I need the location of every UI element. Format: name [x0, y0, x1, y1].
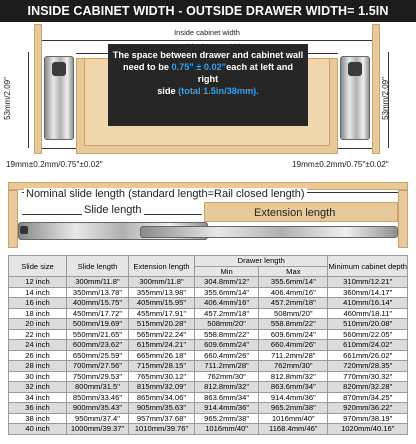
table-row — [9, 382, 408, 393]
table-cell: 16 inch — [9, 298, 67, 309]
cabinet-right-wall — [372, 24, 380, 154]
table-cell: 355mm/13.98" — [129, 287, 195, 298]
table-cell: 660.4mm/26" — [195, 350, 259, 361]
table-row — [9, 329, 408, 340]
nominal-length-label: Nominal slide length (standard length=Rail closed length) — [26, 188, 305, 200]
table-cell: 360mm/14.17" — [328, 287, 408, 298]
table-row — [9, 287, 408, 298]
table-cell: 34 inch — [9, 392, 67, 403]
table-cell: 36 inch — [9, 403, 67, 414]
table-cell: 38 inch — [9, 413, 67, 424]
cabinet-left-wall — [34, 24, 42, 154]
table-cell: 355.6mm/14" — [259, 277, 328, 288]
inside-width-line — [42, 40, 372, 41]
table-cell: 460mm/18.11" — [328, 308, 408, 319]
table-row — [9, 361, 408, 372]
table-cell: 914.4mm/36" — [259, 392, 328, 403]
table-cell: 28 inch — [9, 361, 67, 372]
col-slide-size: Slide size — [9, 256, 67, 277]
table-cell: 40 inch — [9, 424, 67, 435]
table-cell: 600mm/23.62" — [67, 340, 129, 351]
table-cell: 1000mm/39.37" — [67, 424, 129, 435]
table-cell: 455mm/17.91" — [129, 308, 195, 319]
table-cell: 650mm/25.59" — [67, 350, 129, 361]
table-cell: 815mm/32.09" — [129, 382, 195, 393]
table-cell: 870mm/34.25" — [328, 392, 408, 403]
table-cell: 350mm/13.78" — [67, 287, 129, 298]
table-cell: 508mm/20" — [195, 319, 259, 330]
table-cell: 560mm/22.05" — [328, 329, 408, 340]
table-cell: 26 inch — [9, 350, 67, 361]
table-cell: 863.6mm/34" — [195, 392, 259, 403]
table-cell: 508mm/20" — [259, 308, 328, 319]
table-cell: 800mm/31.5" — [67, 382, 129, 393]
col-drawer-max: Max — [259, 266, 328, 277]
header-title: INSIDE CABINET WIDTH - OUTSIDE DRAWER WIDTH= 1.5IN — [0, 0, 416, 22]
table-cell: 609.6mm/24" — [259, 329, 328, 340]
table-cell: 812.8mm/32" — [259, 371, 328, 382]
table-cell: 565mm/22.24" — [129, 329, 195, 340]
table-cell: 32 inch — [9, 382, 67, 393]
table-cell: 715mm/28.15" — [129, 361, 195, 372]
slide-length-label: Slide length — [84, 204, 142, 216]
table-cell: 450mm/17.72" — [67, 308, 129, 319]
table-cell: 300mm/11.8" — [129, 277, 195, 288]
slide-diagram — [0, 182, 416, 252]
table-cell: 812.8mm/32" — [195, 382, 259, 393]
table-cell: 355.6mm/14" — [195, 287, 259, 298]
table-cell: 865mm/34.06" — [129, 392, 195, 403]
table-cell: 550mm/21.65" — [67, 329, 129, 340]
table-cell: 12 inch — [9, 277, 67, 288]
table-cell: 965.2mm/38" — [259, 403, 328, 414]
table-row — [9, 392, 408, 403]
info-banner-text: The space between drawer and cabinet wall need to be 0.75" ± 0.02"each at left and right side (total 1.5in/38mm). — [112, 50, 304, 96]
table-cell: 1020mm/40.16" — [328, 424, 408, 435]
left-post — [8, 190, 18, 248]
inside-cabinet-width-label: Inside cabinet width — [150, 28, 264, 37]
table-cell: 970mm/38.19" — [328, 413, 408, 424]
table-cell: 957mm/37.68" — [129, 413, 195, 424]
table-cell: 400mm/15.75" — [67, 298, 129, 309]
table-cell: 750mm/29.53" — [67, 371, 129, 382]
table-cell: 665mm/26.18" — [129, 350, 195, 361]
table-cell: 457.2mm/18" — [195, 308, 259, 319]
table-cell: 30 inch — [9, 371, 67, 382]
table-cell: 406.4mm/16" — [195, 298, 259, 309]
left-gap-label: 19mm±0.2mm/0.75"±0.02" — [6, 160, 103, 169]
table-row — [9, 350, 408, 361]
table-cell: 1010mm/39.76" — [129, 424, 195, 435]
table-cell: 1016mm/40" — [259, 413, 328, 424]
table-cell: 660.4mm/26" — [259, 340, 328, 351]
right-gap-line — [338, 148, 372, 149]
table-cell: 1016mm/40" — [195, 424, 259, 435]
table-cell: 558.8mm/22" — [195, 329, 259, 340]
table-cell: 863.6mm/34" — [259, 382, 328, 393]
rail-lock-icon — [20, 226, 28, 234]
table-cell: 300mm/11.8" — [67, 277, 129, 288]
table-cell: 820mm/32.28" — [328, 382, 408, 393]
table-row — [9, 340, 408, 351]
table-cell: 900mm/35.43" — [67, 403, 129, 414]
col-slide-length: Slide length — [67, 256, 129, 277]
table-cell: 850mm/33.46" — [67, 392, 129, 403]
slide-spec-table — [8, 255, 408, 435]
table-row — [9, 298, 408, 309]
table-cell: 18 inch — [9, 308, 67, 319]
left-rail-bracket-icon — [52, 62, 66, 76]
table-cell: 920mm/36.22" — [328, 403, 408, 414]
table-cell: 558.8mm/22" — [259, 319, 328, 330]
table-row — [9, 277, 408, 288]
table-cell: 405mm/15.95" — [129, 298, 195, 309]
right-post — [398, 190, 408, 248]
table-cell: 500mm/19.69" — [67, 319, 129, 330]
table-cell: 905mm/35.63" — [129, 403, 195, 414]
table-body — [9, 277, 408, 435]
col-drawer-min: Min — [195, 266, 259, 277]
col-extension-length: Extension length — [129, 256, 195, 277]
table-cell: 457.2mm/18" — [259, 298, 328, 309]
table-cell: 700mm/27.56" — [67, 361, 129, 372]
left-height-label: 53mm/2.09" — [2, 77, 12, 120]
col-drawer-length: Drawer length — [195, 256, 328, 267]
table-cell: 410mm/16.14" — [328, 298, 408, 309]
table-cell: 711.2mm/28" — [195, 361, 259, 372]
table-row — [9, 413, 408, 424]
table-cell: 406.4mm/16" — [259, 287, 328, 298]
table-cell: 510mm/20.08" — [328, 319, 408, 330]
table-cell: 720mm/28.35" — [328, 361, 408, 372]
table-cell: 914.4mm/36" — [195, 403, 259, 414]
table-cell: 609.6mm/24" — [195, 340, 259, 351]
right-height-label: 53mm/2.09" — [380, 77, 390, 120]
table-cell: 22 inch — [9, 329, 67, 340]
table-cell: 515mm/20.28" — [129, 319, 195, 330]
table-cell: 615mm/24.21" — [129, 340, 195, 351]
extension-length-label: Extension length — [254, 207, 336, 219]
table-cell: 304.8mm/12" — [195, 277, 259, 288]
col-min-cabinet-depth: Minimum cabinet depth — [328, 256, 408, 277]
table-cell: 762mm/30" — [195, 371, 259, 382]
table-cell: 770mm/30.32" — [328, 371, 408, 382]
table-row — [9, 371, 408, 382]
right-rail-bracket-icon — [348, 62, 362, 76]
table-row — [9, 319, 408, 330]
table-row — [9, 403, 408, 414]
table-cell: 765mm/30.12" — [129, 371, 195, 382]
table-cell: 24 inch — [9, 340, 67, 351]
table-cell: 762mm/30" — [259, 361, 328, 372]
table-cell: 14 inch — [9, 287, 67, 298]
table-cell: 610mm/24.02" — [328, 340, 408, 351]
table-cell: 965.2mm/38" — [195, 413, 259, 424]
table-cell: 1168.4mm/46" — [259, 424, 328, 435]
table-cell: 711.2mm/28" — [259, 350, 328, 361]
table-row — [9, 308, 408, 319]
table-cell: 661mm/26.02" — [328, 350, 408, 361]
table-cell: 950mm/37.4" — [67, 413, 129, 424]
table-cell: 20 inch — [9, 319, 67, 330]
table-row — [9, 424, 408, 435]
table-cell: 310mm/12.21" — [328, 277, 408, 288]
left-gap-line — [42, 148, 76, 149]
extended-rail — [140, 226, 398, 238]
right-gap-label: 19mm±0.2mm/0.75"±0.02" — [292, 160, 389, 169]
left-height-line — [28, 52, 29, 148]
